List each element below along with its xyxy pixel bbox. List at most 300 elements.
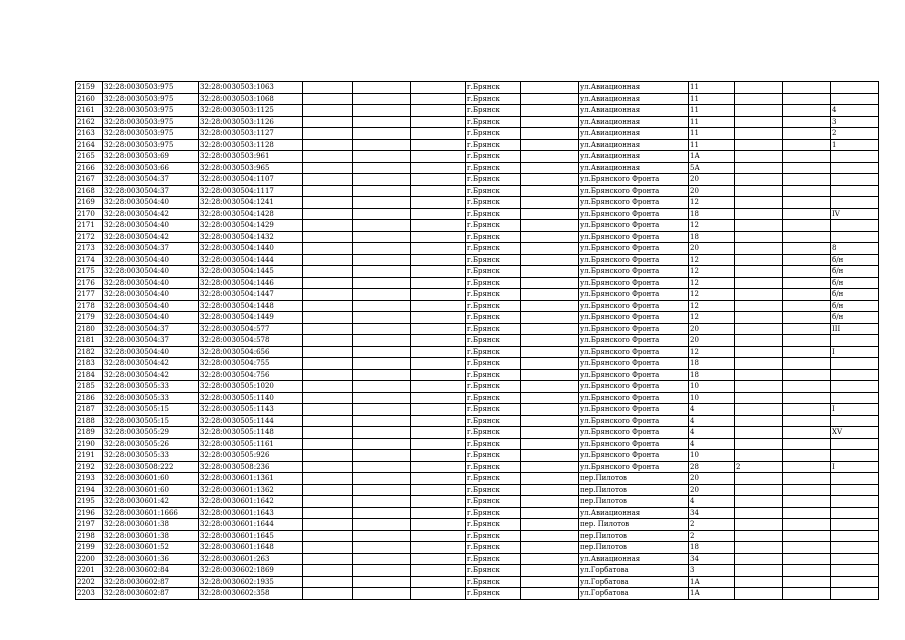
blank-cell-a: [303, 588, 353, 600]
table-row: [76, 346, 879, 358]
table-row: [76, 312, 879, 324]
blank-cell-c: [411, 105, 466, 117]
house-number-cell: 1А: [689, 576, 735, 588]
row-number-cell: 2179: [76, 312, 103, 324]
parent-cadastral-number-cell: 32:28:0030504:40: [103, 266, 199, 278]
house-number-cell: 11: [689, 82, 735, 94]
city-cell: г.Брянск: [466, 243, 521, 255]
house-number-cell: 3: [689, 565, 735, 577]
blank-cell-d: [521, 82, 579, 94]
city-cell: г.Брянск: [466, 197, 521, 209]
building-cell: [735, 542, 783, 554]
city-cell: г.Брянск: [466, 185, 521, 197]
blank-cell-e: [783, 542, 831, 554]
blank-cell-e: [783, 358, 831, 370]
blank-cell-e: [783, 369, 831, 381]
row-number-cell: 2174: [76, 254, 103, 266]
parent-cadastral-number-cell: 32:28:0030504:37: [103, 174, 199, 186]
building-cell: 2: [735, 461, 783, 473]
blank-cell-b: [353, 507, 411, 519]
table-row: [76, 335, 879, 347]
parent-cadastral-number-cell: 32:28:0030503:975: [103, 139, 199, 151]
blank-cell-a: [303, 553, 353, 565]
street-cell: ул.Горбатова: [579, 576, 689, 588]
street-cell: пер.Пилотов: [579, 542, 689, 554]
city-cell: г.Брянск: [466, 588, 521, 600]
street-cell: ул.Брянского Фронта: [579, 381, 689, 393]
building-cell: [735, 576, 783, 588]
blank-cell-c: [411, 243, 466, 255]
blank-cell-e: [783, 346, 831, 358]
blank-cell-b: [353, 174, 411, 186]
blank-cell-b: [353, 484, 411, 496]
street-cell: ул.Брянского Фронта: [579, 197, 689, 209]
premises-cell: б/н: [831, 254, 879, 266]
city-cell: г.Брянск: [466, 335, 521, 347]
premises-cell: [831, 450, 879, 462]
parent-cadastral-number-cell: 32:28:0030504:42: [103, 369, 199, 381]
blank-cell-c: [411, 392, 466, 404]
blank-cell-a: [303, 404, 353, 416]
cadastral-number-cell: 32:28:0030602:1869: [199, 565, 303, 577]
building-cell: [735, 392, 783, 404]
cadastral-number-cell: 32:28:0030601:1643: [199, 507, 303, 519]
parent-cadastral-number-cell: 32:28:0030505:26: [103, 438, 199, 450]
building-cell: [735, 507, 783, 519]
blank-cell-c: [411, 450, 466, 462]
street-cell: ул.Брянского Фронта: [579, 323, 689, 335]
blank-cell-d: [521, 415, 579, 427]
building-cell: [735, 427, 783, 439]
cadastral-number-cell: 32:28:0030504:1448: [199, 300, 303, 312]
blank-cell-c: [411, 576, 466, 588]
row-number-cell: 2181: [76, 335, 103, 347]
blank-cell-e: [783, 300, 831, 312]
blank-cell-a: [303, 519, 353, 531]
blank-cell-e: [783, 484, 831, 496]
row-number-cell: 2164: [76, 139, 103, 151]
table-row: [76, 415, 879, 427]
blank-cell-d: [521, 254, 579, 266]
house-number-cell: 18: [689, 208, 735, 220]
city-cell: г.Брянск: [466, 105, 521, 117]
building-cell: [735, 358, 783, 370]
building-cell: [735, 369, 783, 381]
parent-cadastral-number-cell: 32:28:0030602:87: [103, 588, 199, 600]
blank-cell-a: [303, 93, 353, 105]
street-cell: ул.Авиационная: [579, 128, 689, 140]
street-cell: ул.Горбатова: [579, 588, 689, 600]
blank-cell-e: [783, 231, 831, 243]
city-cell: г.Брянск: [466, 553, 521, 565]
premises-cell: [831, 392, 879, 404]
street-cell: ул.Брянского Фронта: [579, 208, 689, 220]
blank-cell-b: [353, 346, 411, 358]
street-cell: ул.Брянского Фронта: [579, 220, 689, 232]
parent-cadastral-number-cell: 32:28:0030601:36: [103, 553, 199, 565]
city-cell: г.Брянск: [466, 289, 521, 301]
street-cell: ул.Брянского Фронта: [579, 243, 689, 255]
building-cell: [735, 588, 783, 600]
house-number-cell: 20: [689, 335, 735, 347]
building-cell: [735, 312, 783, 324]
cadastral-number-cell: 32:28:0030601:1648: [199, 542, 303, 554]
row-number-cell: 2175: [76, 266, 103, 278]
parent-cadastral-number-cell: 32:28:0030504:37: [103, 323, 199, 335]
blank-cell-a: [303, 438, 353, 450]
house-number-cell: 12: [689, 254, 735, 266]
table-row: [76, 473, 879, 485]
blank-cell-c: [411, 289, 466, 301]
row-number-cell: 2172: [76, 231, 103, 243]
blank-cell-a: [303, 530, 353, 542]
cadastral-number-cell: 32:28:0030505:926: [199, 450, 303, 462]
parent-cadastral-number-cell: 32:28:0030503:975: [103, 128, 199, 140]
blank-cell-d: [521, 220, 579, 232]
blank-cell-b: [353, 565, 411, 577]
city-cell: г.Брянск: [466, 139, 521, 151]
building-cell: [735, 415, 783, 427]
street-cell: ул.Авиационная: [579, 105, 689, 117]
blank-cell-e: [783, 565, 831, 577]
blank-cell-c: [411, 277, 466, 289]
street-cell: пер. Пилотов: [579, 519, 689, 531]
blank-cell-e: [783, 243, 831, 255]
blank-cell-e: [783, 507, 831, 519]
street-cell: ул.Брянского Фронта: [579, 266, 689, 278]
table-row: [76, 300, 879, 312]
house-number-cell: 4: [689, 427, 735, 439]
table-row: [76, 139, 879, 151]
street-cell: ул.Брянского Фронта: [579, 450, 689, 462]
blank-cell-a: [303, 128, 353, 140]
building-cell: [735, 231, 783, 243]
blank-cell-c: [411, 427, 466, 439]
table-row: [76, 243, 879, 255]
cadastral-number-cell: 32:28:0030504:1432: [199, 231, 303, 243]
blank-cell-b: [353, 128, 411, 140]
cadastral-number-cell: 32:28:0030504:1449: [199, 312, 303, 324]
parent-cadastral-number-cell: 32:28:0030601:38: [103, 519, 199, 531]
house-number-cell: 12: [689, 197, 735, 209]
house-number-cell: 11: [689, 128, 735, 140]
building-cell: [735, 266, 783, 278]
house-number-cell: 12: [689, 346, 735, 358]
blank-cell-e: [783, 277, 831, 289]
table-row: [76, 128, 879, 140]
cadastral-number-cell: 32:28:0030601:1644: [199, 519, 303, 531]
city-cell: г.Брянск: [466, 369, 521, 381]
house-number-cell: 11: [689, 93, 735, 105]
row-number-cell: 2192: [76, 461, 103, 473]
street-cell: ул.Брянского Фронта: [579, 392, 689, 404]
parent-cadastral-number-cell: 32:28:0030504:40: [103, 300, 199, 312]
blank-cell-b: [353, 93, 411, 105]
table-row: [76, 358, 879, 370]
table-row: [76, 496, 879, 508]
row-number-cell: 2199: [76, 542, 103, 554]
parent-cadastral-number-cell: 32:28:0030504:42: [103, 358, 199, 370]
blank-cell-c: [411, 381, 466, 393]
cadastral-number-cell: 32:28:0030504:577: [199, 323, 303, 335]
house-number-cell: 2: [689, 530, 735, 542]
building-cell: [735, 473, 783, 485]
cadastral-number-cell: 32:28:0030503:1125: [199, 105, 303, 117]
blank-cell-a: [303, 82, 353, 94]
row-number-cell: 2191: [76, 450, 103, 462]
cadastral-number-cell: 32:28:0030505:1020: [199, 381, 303, 393]
building-cell: [735, 93, 783, 105]
house-number-cell: 10: [689, 392, 735, 404]
blank-cell-b: [353, 461, 411, 473]
blank-cell-c: [411, 93, 466, 105]
table-row: [76, 542, 879, 554]
parent-cadastral-number-cell: 32:28:0030503:975: [103, 105, 199, 117]
parent-cadastral-number-cell: 32:28:0030504:40: [103, 289, 199, 301]
blank-cell-a: [303, 392, 353, 404]
blank-cell-c: [411, 231, 466, 243]
blank-cell-b: [353, 289, 411, 301]
row-number-cell: 2180: [76, 323, 103, 335]
house-number-cell: 11: [689, 139, 735, 151]
premises-cell: б/н: [831, 300, 879, 312]
cadastral-number-cell: 32:28:0030505:1140: [199, 392, 303, 404]
blank-cell-c: [411, 484, 466, 496]
row-number-cell: 2178: [76, 300, 103, 312]
row-number-cell: 2161: [76, 105, 103, 117]
blank-cell-d: [521, 266, 579, 278]
blank-cell-d: [521, 565, 579, 577]
street-cell: ул.Брянского Фронта: [579, 300, 689, 312]
table-row: [76, 82, 879, 94]
blank-cell-e: [783, 266, 831, 278]
city-cell: г.Брянск: [466, 82, 521, 94]
row-number-cell: 2177: [76, 289, 103, 301]
blank-cell-e: [783, 461, 831, 473]
blank-cell-b: [353, 369, 411, 381]
house-number-cell: 12: [689, 277, 735, 289]
blank-cell-e: [783, 162, 831, 174]
table-row: [76, 151, 879, 163]
blank-cell-b: [353, 231, 411, 243]
row-number-cell: 2183: [76, 358, 103, 370]
cadastral-number-cell: 32:28:0030504:1440: [199, 243, 303, 255]
blank-cell-d: [521, 174, 579, 186]
blank-cell-b: [353, 312, 411, 324]
blank-cell-e: [783, 312, 831, 324]
blank-cell-b: [353, 277, 411, 289]
blank-cell-a: [303, 507, 353, 519]
blank-cell-d: [521, 289, 579, 301]
row-number-cell: 2166: [76, 162, 103, 174]
parent-cadastral-number-cell: 32:28:0030602:84: [103, 565, 199, 577]
blank-cell-b: [353, 105, 411, 117]
premises-cell: [831, 588, 879, 600]
city-cell: г.Брянск: [466, 312, 521, 324]
premises-cell: [831, 369, 879, 381]
blank-cell-b: [353, 530, 411, 542]
blank-cell-e: [783, 174, 831, 186]
blank-cell-a: [303, 484, 353, 496]
house-number-cell: 10: [689, 450, 735, 462]
blank-cell-a: [303, 346, 353, 358]
premises-cell: [831, 507, 879, 519]
premises-cell: [831, 220, 879, 232]
parent-cadastral-number-cell: 32:28:0030601:60: [103, 484, 199, 496]
row-number-cell: 2188: [76, 415, 103, 427]
blank-cell-d: [521, 404, 579, 416]
building-cell: [735, 220, 783, 232]
cadastral-number-cell: 32:28:0030508:236: [199, 461, 303, 473]
premises-cell: 1: [831, 139, 879, 151]
blank-cell-d: [521, 197, 579, 209]
blank-cell-a: [303, 208, 353, 220]
parent-cadastral-number-cell: 32:28:0030503:66: [103, 162, 199, 174]
premises-cell: б/н: [831, 289, 879, 301]
blank-cell-a: [303, 185, 353, 197]
blank-cell-c: [411, 588, 466, 600]
blank-cell-a: [303, 162, 353, 174]
parent-cadastral-number-cell: 32:28:0030601:52: [103, 542, 199, 554]
parent-cadastral-number-cell: 32:28:0030504:40: [103, 254, 199, 266]
row-number-cell: 2173: [76, 243, 103, 255]
house-number-cell: 10: [689, 381, 735, 393]
row-number-cell: 2200: [76, 553, 103, 565]
table-row: [76, 553, 879, 565]
blank-cell-c: [411, 139, 466, 151]
street-cell: ул.Авиационная: [579, 82, 689, 94]
blank-cell-a: [303, 174, 353, 186]
street-cell: ул.Брянского Фронта: [579, 438, 689, 450]
building-cell: [735, 116, 783, 128]
blank-cell-b: [353, 151, 411, 163]
building-cell: [735, 519, 783, 531]
row-number-cell: 2171: [76, 220, 103, 232]
premises-cell: [831, 473, 879, 485]
table-row: [76, 185, 879, 197]
row-number-cell: 2187: [76, 404, 103, 416]
blank-cell-c: [411, 438, 466, 450]
blank-cell-e: [783, 93, 831, 105]
register-table-body: [76, 82, 879, 600]
row-number-cell: 2165: [76, 151, 103, 163]
blank-cell-e: [783, 335, 831, 347]
building-cell: [735, 208, 783, 220]
city-cell: г.Брянск: [466, 93, 521, 105]
premises-cell: I: [831, 404, 879, 416]
blank-cell-b: [353, 197, 411, 209]
city-cell: г.Брянск: [466, 151, 521, 163]
cadastral-number-cell: 32:28:0030602:358: [199, 588, 303, 600]
table-row: [76, 381, 879, 393]
building-cell: [735, 105, 783, 117]
blank-cell-e: [783, 197, 831, 209]
blank-cell-b: [353, 243, 411, 255]
house-number-cell: 20: [689, 243, 735, 255]
blank-cell-d: [521, 358, 579, 370]
table-row: [76, 105, 879, 117]
blank-cell-b: [353, 208, 411, 220]
parent-cadastral-number-cell: 32:28:0030503:975: [103, 116, 199, 128]
blank-cell-d: [521, 128, 579, 140]
premises-cell: [831, 151, 879, 163]
house-number-cell: 1А: [689, 151, 735, 163]
blank-cell-c: [411, 116, 466, 128]
city-cell: г.Брянск: [466, 277, 521, 289]
blank-cell-c: [411, 162, 466, 174]
row-number-cell: 2163: [76, 128, 103, 140]
city-cell: г.Брянск: [466, 174, 521, 186]
blank-cell-d: [521, 162, 579, 174]
blank-cell-c: [411, 404, 466, 416]
row-number-cell: 2186: [76, 392, 103, 404]
row-number-cell: 2170: [76, 208, 103, 220]
premises-cell: [831, 438, 879, 450]
blank-cell-c: [411, 128, 466, 140]
house-number-cell: 4: [689, 404, 735, 416]
blank-cell-c: [411, 369, 466, 381]
city-cell: г.Брянск: [466, 300, 521, 312]
house-number-cell: 34: [689, 553, 735, 565]
city-cell: г.Брянск: [466, 519, 521, 531]
table-row: [76, 565, 879, 577]
blank-cell-d: [521, 243, 579, 255]
table-row: [76, 519, 879, 531]
city-cell: г.Брянск: [466, 542, 521, 554]
parent-cadastral-number-cell: 32:28:0030601:60: [103, 473, 199, 485]
blank-cell-c: [411, 335, 466, 347]
blank-cell-a: [303, 369, 353, 381]
building-cell: [735, 381, 783, 393]
building-cell: [735, 553, 783, 565]
building-cell: [735, 174, 783, 186]
cadastral-number-cell: 32:28:0030504:1447: [199, 289, 303, 301]
blank-cell-a: [303, 542, 353, 554]
premises-cell: 3: [831, 116, 879, 128]
blank-cell-c: [411, 461, 466, 473]
blank-cell-c: [411, 174, 466, 186]
cadastral-number-cell: 32:28:0030503:961: [199, 151, 303, 163]
blank-cell-b: [353, 220, 411, 232]
blank-cell-d: [521, 277, 579, 289]
blank-cell-e: [783, 392, 831, 404]
table-row: [76, 588, 879, 600]
blank-cell-d: [521, 553, 579, 565]
blank-cell-d: [521, 519, 579, 531]
street-cell: ул.Брянского Фронта: [579, 185, 689, 197]
blank-cell-e: [783, 208, 831, 220]
blank-cell-d: [521, 335, 579, 347]
row-number-cell: 2167: [76, 174, 103, 186]
street-cell: пер.Пилотов: [579, 530, 689, 542]
blank-cell-e: [783, 404, 831, 416]
blank-cell-e: [783, 82, 831, 94]
blank-cell-b: [353, 358, 411, 370]
blank-cell-d: [521, 93, 579, 105]
blank-cell-e: [783, 220, 831, 232]
blank-cell-c: [411, 519, 466, 531]
blank-cell-e: [783, 139, 831, 151]
blank-cell-d: [521, 427, 579, 439]
city-cell: г.Брянск: [466, 392, 521, 404]
building-cell: [735, 197, 783, 209]
city-cell: г.Брянск: [466, 507, 521, 519]
blank-cell-a: [303, 358, 353, 370]
blank-cell-b: [353, 450, 411, 462]
street-cell: ул.Брянского Фронта: [579, 277, 689, 289]
blank-cell-d: [521, 461, 579, 473]
house-number-cell: 11: [689, 105, 735, 117]
